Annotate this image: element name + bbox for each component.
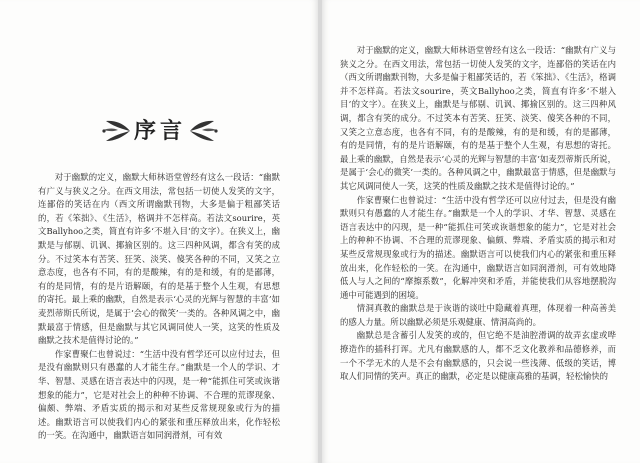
floral-ornament-left-icon <box>100 116 132 146</box>
left-page-body <box>38 171 280 457</box>
page-title: 序言 <box>134 118 187 144</box>
floral-ornament-right-icon <box>188 116 220 146</box>
paragraph: 作家曹聚仁也曾说过：“生活中没有哲学还可以应付过去，但是没有幽默则只有愚蠢的人才能生存。”幽默是一个人的学识、才华、智慧、灵感在语言表达中的闪现，是一种“能抓住可笑或诙谐想象的能力”，它是对社会上的种种不协调、不合理的荒谬现象、偏颇、弊端、矛盾实质的揭示和对某些反常规现象或行为的描述。幽默语言可以使我们内心的紧张和重压释放出来，化作轻松的一笑。在沟通中，幽默语言如同润滑剂，可有效 <box>38 348 280 441</box>
chapter-heading <box>100 112 220 148</box>
right-page-body <box>340 44 616 458</box>
paragraph: 对于幽默的定义，幽默大师林语堂曾经有这么一段话：“幽默有广义与狭义之分。在西文用法，常包括一切使人发笑的文字，连鄙俗的笑话在内（西文所谓幽默刊物，大多是偏于粗鄙笑话的，若《笨拙》、《生活》，格调并不怎样高。若法文sourire，英文Ballyhoo之类，简直有许多‘不堪入目’的文字）。在狭义上，幽默是与郁剔、讥讽、揶揄区别的。这三四种风调，都含有笑的成分。不过笑本有苦笑、狂笑、淡笑、傻笑各种的不同，又笑之立意态度，也各有不同，有的是酸辣，有的是和缓，有的是鄙薄，有的是同情，有的是片语解颐，有的是基于整个人生观，有思想的寄托。最上乘的幽默，自然是表示‘心灵的光辉与智慧的丰富’如麦烈蒂斯氏所说，是属于‘会心的微笑’一类的。各种风调之中，幽默最富于情感，但是幽默与其它风调同使人一笑，这笑的性质及幽默之技术是值得讨论的。” <box>340 45 616 191</box>
paragraph: 作家曹聚仁也曾说过：“生活中没有哲学还可以应付过去，但是没有幽默则只有愚蠢的人才能生存。”幽默是一个人的学识、才华、智慧、灵感在语言表达中的闪现，是一种“能抓住可笑或诙谐想象的能力”，它是对社会上的种种不协调、不合理的荒谬现象、偏颇、弊端、矛盾实质的揭示和对某些反常规现象或行为的描述。幽默语言可以使我们内心的紧张和重压释放出来，化作轻松的一笑。在沟通中，幽默语言如同润滑剂，可有效地降低人与人之间的“摩擦系数”，化解冲突和矛盾，并能使我们从容地摆脱沟通中可能遇到的困境。 <box>340 194 616 300</box>
paragraph: 幽默总是含蓄引人发笑的或的，但它绝不是油腔滑调的故弄玄虚或哗撩造作的插科打诨。尤凡有幽默感的人，都不乏文化教养和品德修养，而一个不学无术的人是不会有幽默感的，只会说一些浅薄、低级的笑话，博取人们同情的笑声。真正的幽默，必定是以健康高雅的基调，轻松愉快的 <box>340 330 616 382</box>
paragraph: 对于幽默的定义，幽默大师林语堂曾经有这么一段话：“幽默有广义与狭义之分。在西文用法，常包括一切使人发笑的文字，连鄙俗的笑话在内（西文所谓幽默刊物，大多是偏于粗鄙笑话的，若《笨拙》、《生活》，格调并不怎样高。若法文sourire，英文Ballyhoo之类，简直有许多‘不堪入目’的文字）。在狭义上，幽默是与郁剔、讥讽、揶揄区别的。这三四种风调，都含有笑的成分。不过笑本有苦笑、狂笑、淡笑、傻笑各种的不同，又笑之立意态度，也各有不同，有的是酸辣，有的是和缓，有的是鄙薄，有的是同情，有的是片语解颐，有的是基于整个人生观，有思想的寄托。最上乘的幽默，自然是表示‘心灵的光辉与智慧的丰富’如麦烈蒂斯氏所说，是属于‘会心的微笑’一类的。各种风调之中，幽默最富于情感，但是幽默与其它风调同使人一笑，这笑的性质及幽默之技术是值得讨论的。” <box>38 172 280 346</box>
right-page <box>322 0 640 463</box>
paragraph: 情洞真教的幽默总是于诙谐的谈吐中隐藏着真理，体现着一种高善美的感人力量。所以幽默必须是乐观健康、情洞高尚的。 <box>340 303 616 327</box>
left-page <box>0 0 318 463</box>
